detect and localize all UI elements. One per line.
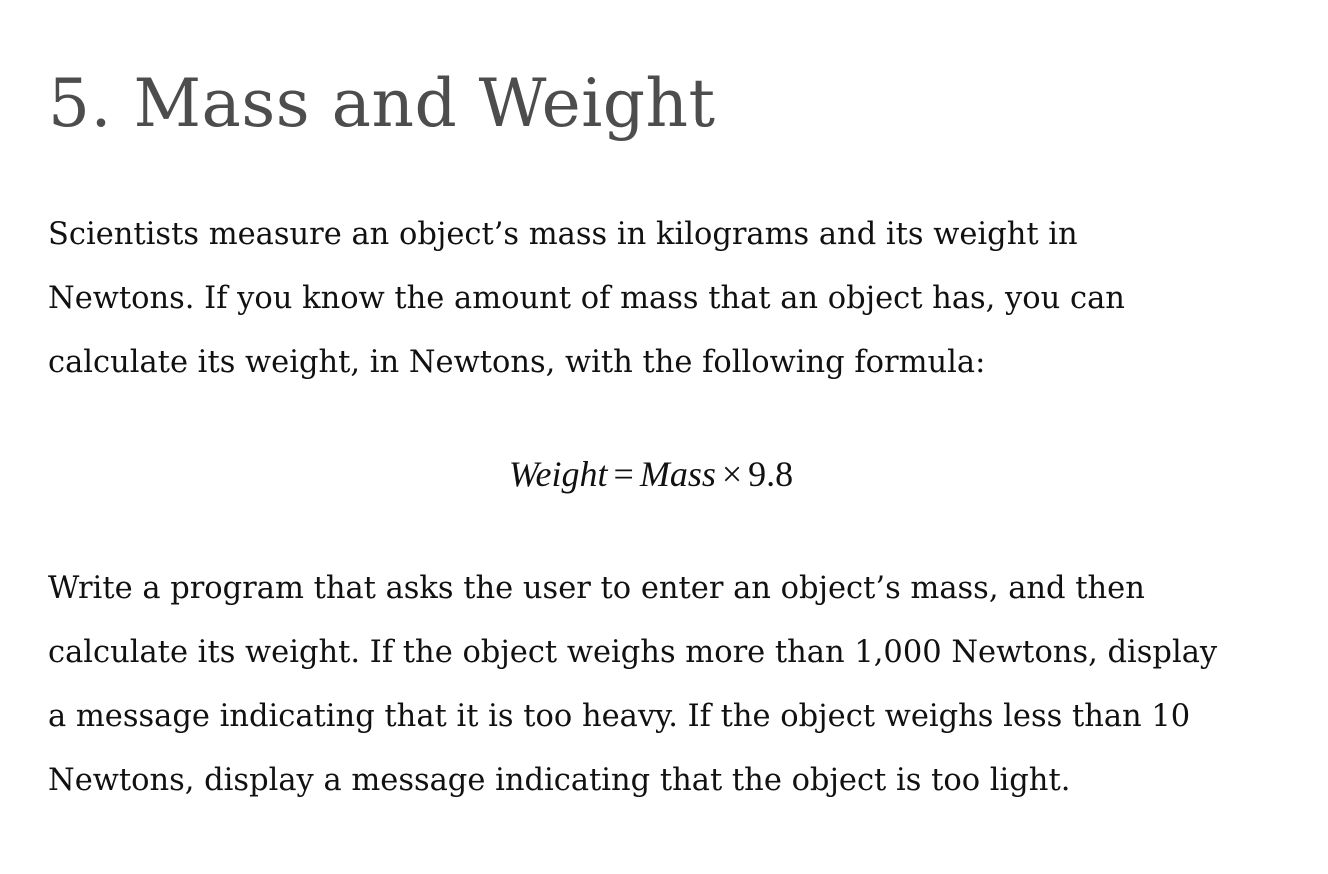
task-paragraph	[48, 557, 1268, 813]
section-title: 5. Mass and Weight	[48, 65, 716, 142]
formula-lhs: Weight	[508, 454, 608, 494]
intro-paragraph	[48, 203, 1268, 395]
formula-times-sign: ×	[721, 454, 743, 494]
intro-line: calculate its weight, in Newtons, with the following formula:	[48, 345, 986, 380]
weight-formula	[48, 448, 1254, 500]
task-line: Newtons, display a message indicating that the object is too light.	[48, 763, 1071, 798]
formula-mass-variable: Mass	[639, 454, 716, 494]
task-line: calculate its weight. If the object weighs more than 1,000 Newtons, display	[48, 635, 1218, 670]
formula-equals-sign: =	[613, 454, 634, 494]
intro-line: Newtons. If you know the amount of mass that an object has, you can	[48, 281, 1125, 316]
task-line: Write a program that asks the user to enter an object’s mass, and then	[48, 571, 1145, 606]
formula-constant: 9.8	[748, 454, 794, 494]
intro-line: Scientists measure an object’s mass in kilograms and its weight in	[48, 217, 1078, 252]
task-line: a message indicating that it is too heavy. If the object weighs less than 10	[48, 699, 1191, 734]
